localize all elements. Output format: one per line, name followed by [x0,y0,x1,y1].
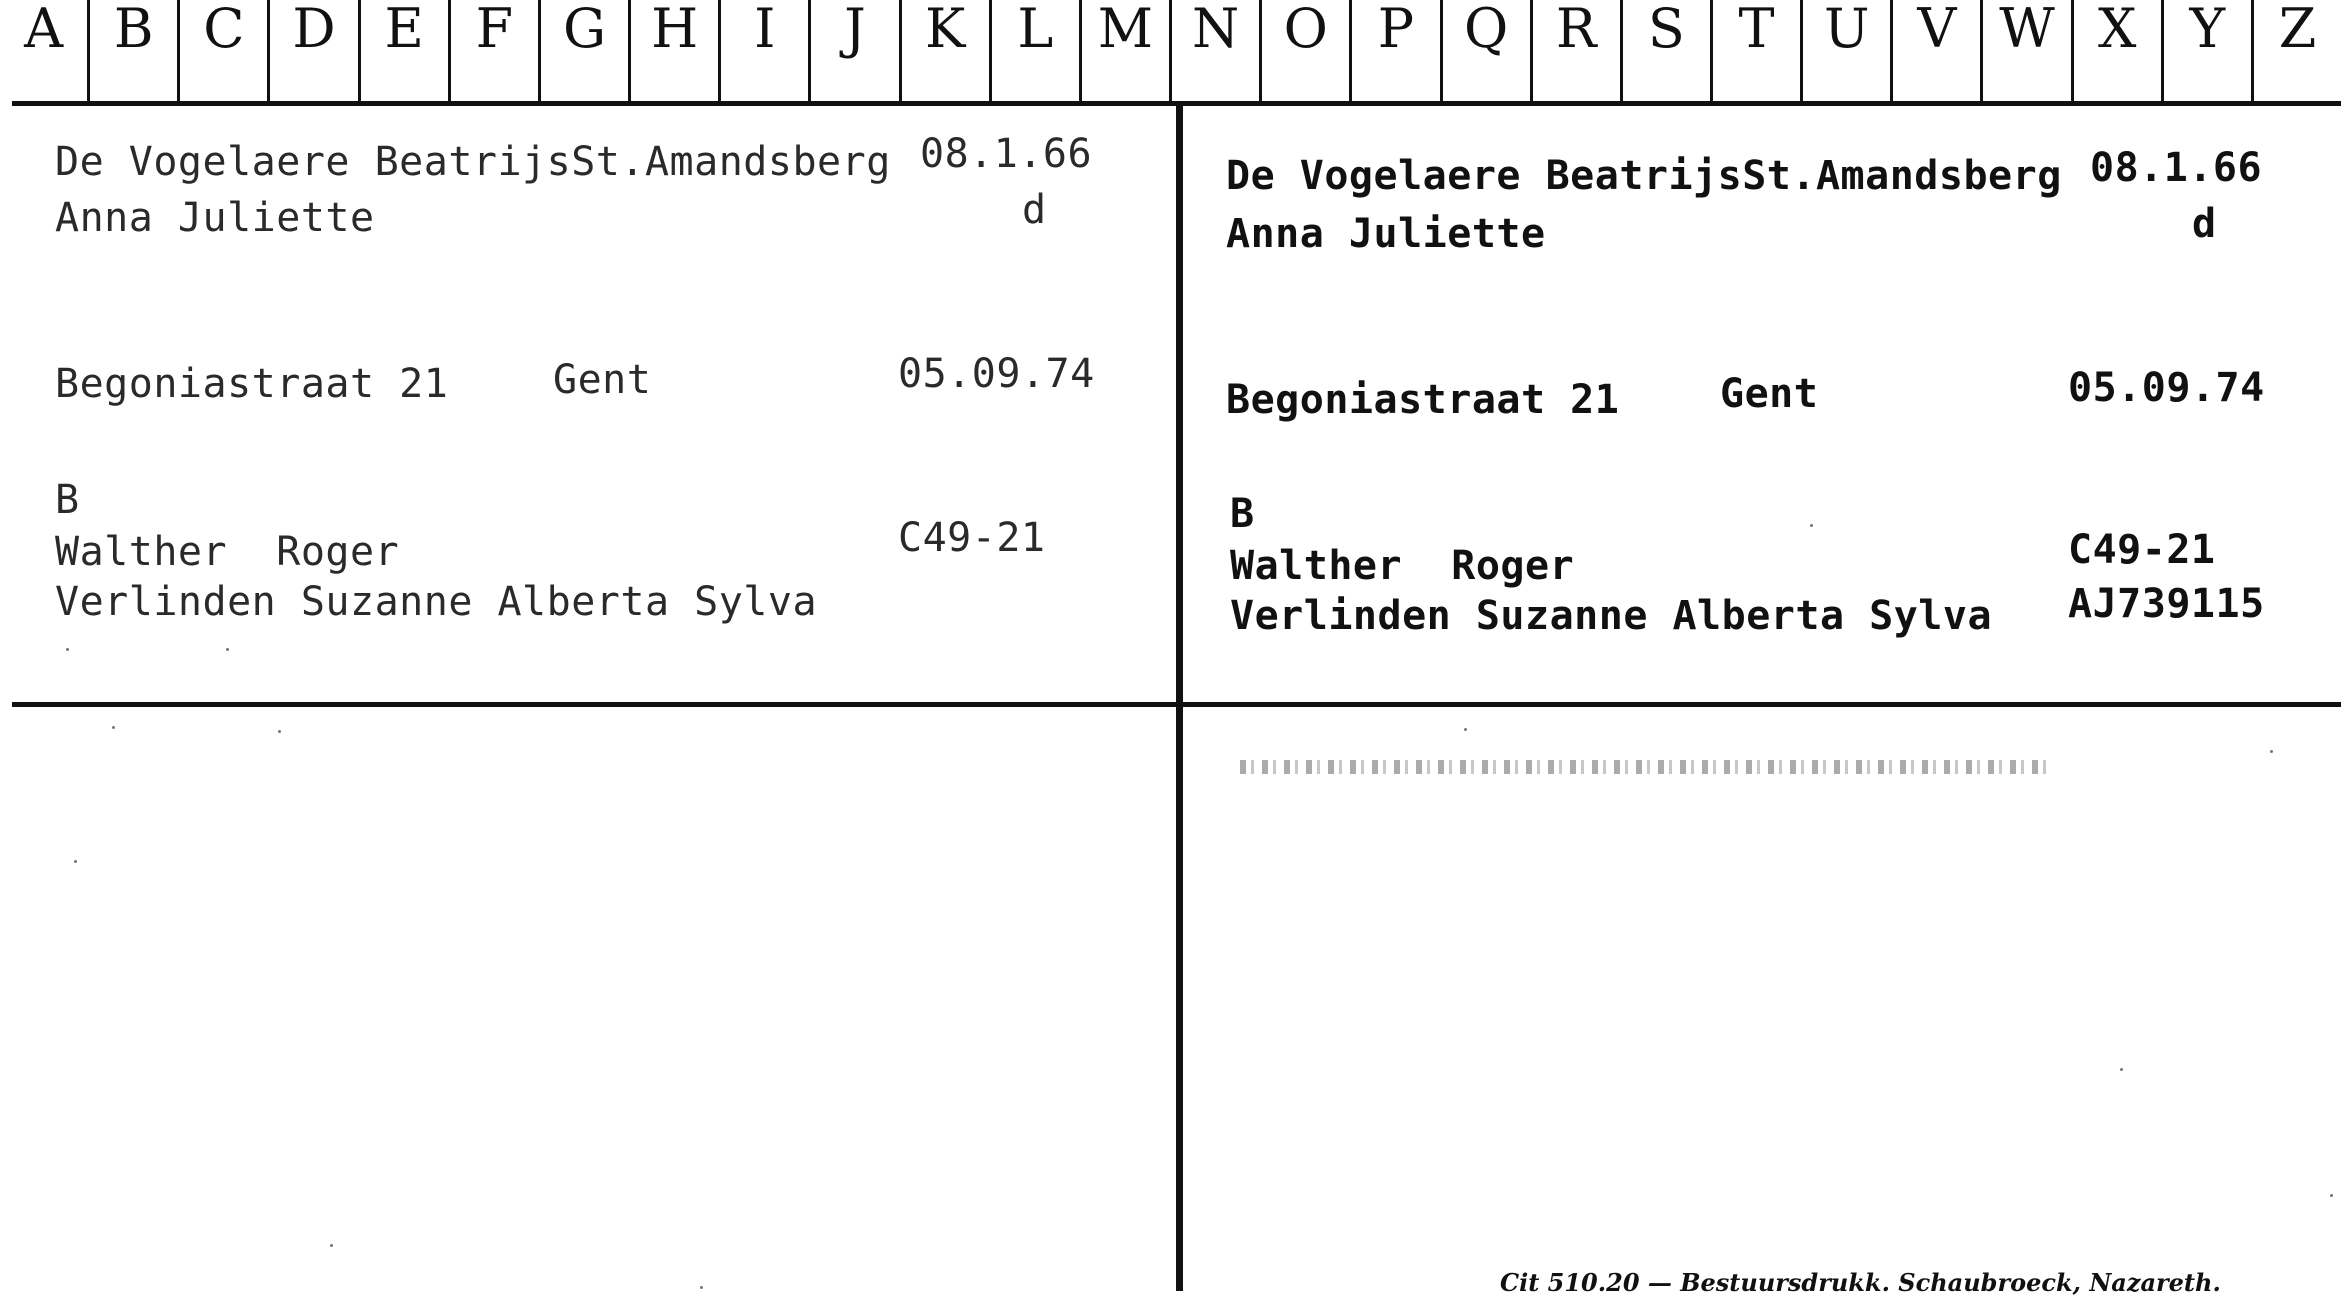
reference: C49-21 [898,515,1046,561]
father: Walther Roger [55,529,400,575]
index-letter-d: D [270,0,360,101]
index-letter-s: S [1623,0,1713,101]
index-letter-m: M [1082,0,1172,101]
date-registered: 05.09.74 [2068,365,2265,411]
index-letter-g: G [541,0,631,101]
index-letter-w: W [1983,0,2073,101]
status-code: d [1022,187,1047,233]
scan-speck [112,726,115,729]
scan-speck [2120,1068,2123,1071]
index-letter-z: Z [2278,0,2317,60]
scan-speck [66,648,69,651]
index-letter-h: H [631,0,721,101]
scan-speck [74,860,77,863]
index-letter-k: K [902,0,992,101]
index-letter-u: U [1803,0,1893,101]
scan-speck [226,648,229,651]
index-letter-n: N [1172,0,1262,101]
alphabet-index-strip [0,0,2341,101]
date-registered: 05.09.74 [898,351,1095,397]
scan-speck [278,730,281,733]
index-letter-o: O [1262,0,1352,101]
given-names: Anna Juliette [55,195,375,241]
index-letter-l: L [992,0,1082,101]
index-letter-x: X [2074,0,2164,101]
index-letter-t: T [1713,0,1803,101]
birth-date: 08.1.66 [2090,145,2263,191]
index-letter-f: F [451,0,541,101]
reference: C49-21 [2068,527,2216,573]
status-code: d [2192,201,2217,247]
name-line: De Vogelaere BeatrijsSt.Amandsberg [1226,153,2062,199]
scan-speck [700,1286,703,1289]
index-letter-j: J [811,0,901,101]
mother: Verlinden Suzanne Alberta Sylva [55,579,818,625]
index-letter-y: Y [2164,0,2254,101]
scan-speck [2270,750,2273,753]
index-letter-c: C [180,0,270,101]
city: Gent [1720,371,1819,417]
name-line: De Vogelaere BeatrijsSt.Amandsberg [55,139,891,185]
scan-speck [2330,1194,2333,1197]
index-letter-b: B [90,0,180,101]
index-letter-a: A [0,0,90,101]
given-names: Anna Juliette [1226,211,1546,257]
index-letter-i: I [721,0,811,101]
index-letter-e: E [361,0,451,101]
scan-speck [1464,728,1467,731]
scan-speck [1810,524,1813,527]
birth-date: 08.1.66 [920,131,1093,177]
mother: Verlinden Suzanne Alberta Sylva [1230,593,1993,639]
address: Begoniastraat 21 [55,361,449,407]
printer-imprint: Cit 510.20 — Bestuursdrukk. Schaubroeck, Nazareth. [1500,1268,2221,1297]
index-letter-q: Q [1443,0,1533,101]
index-letter-p: P [1352,0,1442,101]
id-number: AJ739115 [2068,581,2265,627]
address: Begoniastraat 21 [1226,377,1620,423]
faded-typed-line [1240,760,2050,774]
category: B [55,477,80,523]
city: Gent [553,357,652,403]
scan-speck [330,1244,333,1247]
father: Walther Roger [1230,543,1575,589]
index-letter-v: V [1893,0,1983,101]
category: B [1230,491,1255,537]
index-letter-r: R [1533,0,1623,101]
card-divider [1176,101,1183,1291]
